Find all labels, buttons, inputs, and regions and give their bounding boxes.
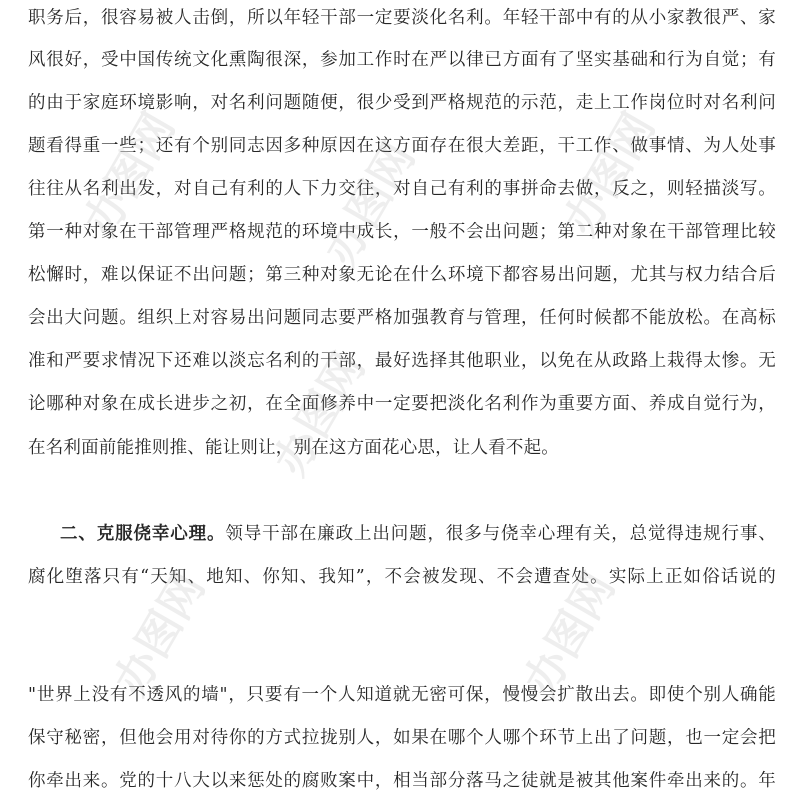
section-text: 领导干部在廉政上出问题，很多与侥幸心理有关，总觉得违规行事、 [225, 524, 776, 544]
paragraph-line: 保守秘密，但他会用对待你的方式拉拢别人，如果在哪个人哪个环节上出了问题，也一定会把 [28, 728, 776, 748]
watermark: 办图网 [264, 344, 375, 485]
paragraph-line: "世界上没有不透风的墙"，只要有一个人知道就无密可保，慢慢会扩散出去。即使个别人确能 [28, 685, 776, 705]
watermark: 办图网 [554, 104, 665, 245]
paragraph-line: 往往从名利出发，对自己有利的人下力交往，对自己有利的事拼命去做，反之，则轻描淡写。 [28, 179, 776, 199]
section-heading: 二、克服侥幸心理。 [60, 524, 226, 544]
watermark: 办图网 [514, 564, 625, 705]
paragraph-line: 论哪种对象在成长进步之初，在全面修养中一定要把淡化名利作为重要方面、养成自觉行为， [28, 394, 776, 414]
paragraph-line: 职务后，很容易被人击倒，所以年轻干部一定要淡化名利。年轻干部中有的从小家教很严、家 [28, 8, 776, 28]
watermark: 办图网 [104, 564, 215, 705]
watermark: 办图网 [314, 134, 425, 275]
paragraph-line: 会出大问题。组织上对容易出问题同志要严格加强教育与管理，任何时候都不能放松。在高标 [28, 308, 776, 328]
watermark: 办图网 [74, 104, 185, 245]
paragraph-line: 准和严要求情况下还难以淡忘名利的干部，最好选择其他职业，以免在从政路上栽得太惨。无 [28, 351, 776, 371]
section-2-first-line [60, 522, 776, 546]
paragraph-line: 腐化堕落只有“天知、地知、你知、我知”，不会被发现、不会遭查处。实际上正如俗话说的 [28, 567, 776, 587]
paragraph-line: 风很好，受中国传统文化熏陶很深，参加工作时在严以律已方面有了坚实基础和行为自觉；有 [28, 50, 776, 70]
paragraph-line: 松懈时，难以保证不出问题；第三种对象无论在什么环境下都容易出问题，尤其与权力结合后 [28, 265, 776, 285]
paragraph-line: 在名利面前能推则推、能让则让，别在这方面花心思，让人看不起。 [28, 438, 559, 458]
paragraph-line: 的由于家庭环境影响，对名利问题随便，很少受到严格规范的示范，走上工作岗位时对名利问 [28, 93, 776, 113]
paragraph-line: 题看得重一些；还有个别同志因多种原因在这方面存在很大差距，干工作、做事情、为人处事 [28, 136, 776, 156]
paragraph-line: 第一种对象在干部管理严格规范的环境中成长，一般不会出问题；第二种对象在干部管理比较 [28, 222, 776, 242]
paragraph-line: 你牵出来。党的十八大以来惩处的腐败案中，相当部分落马之徒就是被其他案件牵出来的。年 [28, 771, 776, 791]
